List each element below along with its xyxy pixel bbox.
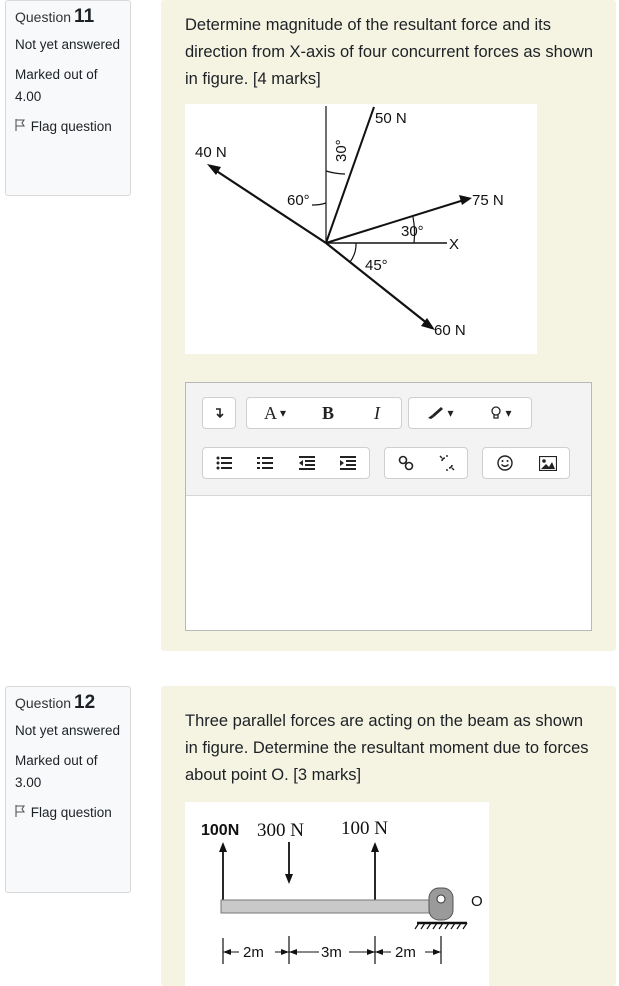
label-force-100n-right: 100 N xyxy=(341,818,388,839)
label-75n: 75 N xyxy=(472,192,504,209)
lightbulb-icon xyxy=(490,406,502,420)
link-icon xyxy=(398,455,414,471)
editor-text-area[interactable] xyxy=(186,496,591,630)
toolbar-group-color xyxy=(408,397,532,429)
flag-icon[interactable] xyxy=(15,802,27,824)
indent-icon xyxy=(340,456,356,470)
question-info-12 xyxy=(5,686,131,893)
toolbar-group-media xyxy=(482,447,570,479)
arc-60 xyxy=(312,203,326,205)
label-angle-30-right: 30° xyxy=(401,223,424,240)
dim-arrow-3b xyxy=(433,949,441,955)
question-number: Question 11 xyxy=(15,6,95,27)
paintbrush-icon xyxy=(426,406,444,420)
highlight-button[interactable] xyxy=(471,398,531,428)
question-state: Not yet answered xyxy=(15,723,121,738)
beam-diagram xyxy=(185,802,489,986)
question-text: Determine magnitude of the resultant force and its direction from X-axis of four concurrent forces as shown in figure. [4 marks] xyxy=(185,16,594,88)
toolbar-group-lists xyxy=(202,447,370,479)
label-point-o: O xyxy=(471,893,483,910)
label-60n: 60 N xyxy=(434,322,466,339)
label-angle-60: 60° xyxy=(287,192,310,209)
label-angle-45: 45° xyxy=(365,257,388,274)
arrowhead-down xyxy=(285,874,293,884)
label-40n: 40 N xyxy=(195,144,227,161)
arc-45 xyxy=(350,243,356,262)
dim-arrow-2b xyxy=(367,949,375,955)
answer-editor[interactable] xyxy=(185,382,592,631)
force-75-line xyxy=(326,200,464,243)
flag-question-link[interactable]: Flag question xyxy=(15,116,122,138)
bold-button[interactable]: B xyxy=(321,402,334,423)
question-info-11 xyxy=(5,0,131,196)
arrowhead-up-right xyxy=(371,842,379,852)
force-diagram-svg xyxy=(185,104,537,354)
unlink-icon xyxy=(439,455,455,471)
question-text: Three parallel forces are acting on the beam as shown in figure. Determine the resultant moment due to forces about point O. [3 marks] xyxy=(185,712,589,784)
flag-question-link[interactable]: Flag question xyxy=(15,802,122,824)
dim-arrow-3a xyxy=(375,949,383,955)
dim-arrow-1a xyxy=(223,949,231,955)
dim-arrow-1b xyxy=(281,949,289,955)
label-angle-30-top: 30° xyxy=(333,139,350,162)
toolbar-group-collapse xyxy=(202,397,236,429)
dim-label-2m-left: 2m xyxy=(243,944,264,961)
numbered-list-icon xyxy=(257,456,273,470)
smiley-icon xyxy=(497,455,513,471)
text-color-button[interactable] xyxy=(409,398,471,428)
pin-point-o xyxy=(437,895,445,903)
indent-button[interactable] xyxy=(328,448,370,478)
question-number: Question 12 xyxy=(15,692,96,713)
font-size-button[interactable]: A ▾ xyxy=(247,398,303,428)
toolbar-group-links xyxy=(384,447,468,479)
arc-30-top xyxy=(326,171,345,174)
outdent-icon xyxy=(299,456,315,470)
arrowhead-up-left xyxy=(219,842,227,852)
dim-arrow-2a xyxy=(289,949,297,955)
beam-diagram-svg xyxy=(185,802,489,986)
unordered-list-button[interactable] xyxy=(203,448,245,478)
unlink-button[interactable] xyxy=(426,448,467,478)
toolbar-group-style xyxy=(246,397,402,429)
label-force-300n: 300 N xyxy=(257,820,304,841)
flag-icon[interactable] xyxy=(15,116,27,138)
question-grade: Marked out of 3.00 xyxy=(15,753,98,790)
question-content-12 xyxy=(161,686,616,986)
label-force-100n-left: 100N xyxy=(201,822,240,839)
insert-image-button[interactable] xyxy=(526,448,569,478)
question-content-11 xyxy=(161,0,616,651)
force-75-arrowhead xyxy=(459,195,472,205)
question-grade: Marked out of 4.00 xyxy=(15,67,98,104)
dim-label-3m: 3m xyxy=(321,944,342,961)
label-x-axis: X xyxy=(449,236,460,253)
editor-toolbar xyxy=(186,383,591,496)
pin-support xyxy=(429,888,453,920)
collapse-arrow-icon xyxy=(213,407,225,419)
force-diagram xyxy=(185,104,537,354)
image-icon xyxy=(539,456,557,471)
force-60-line xyxy=(326,243,428,324)
dim-label-2m-right: 2m xyxy=(395,944,416,961)
collapse-toolbar-button[interactable] xyxy=(203,398,234,428)
italic-button[interactable]: I xyxy=(374,402,380,423)
question-state: Not yet answered xyxy=(15,37,121,52)
force-50-line xyxy=(326,107,374,243)
emoji-button[interactable] xyxy=(483,448,526,478)
bullet-list-icon xyxy=(216,456,232,470)
beam xyxy=(221,900,441,913)
link-button[interactable] xyxy=(385,448,426,478)
ordered-list-button[interactable] xyxy=(245,448,287,478)
outdent-button[interactable] xyxy=(286,448,328,478)
label-50n: 50 N xyxy=(375,110,407,127)
